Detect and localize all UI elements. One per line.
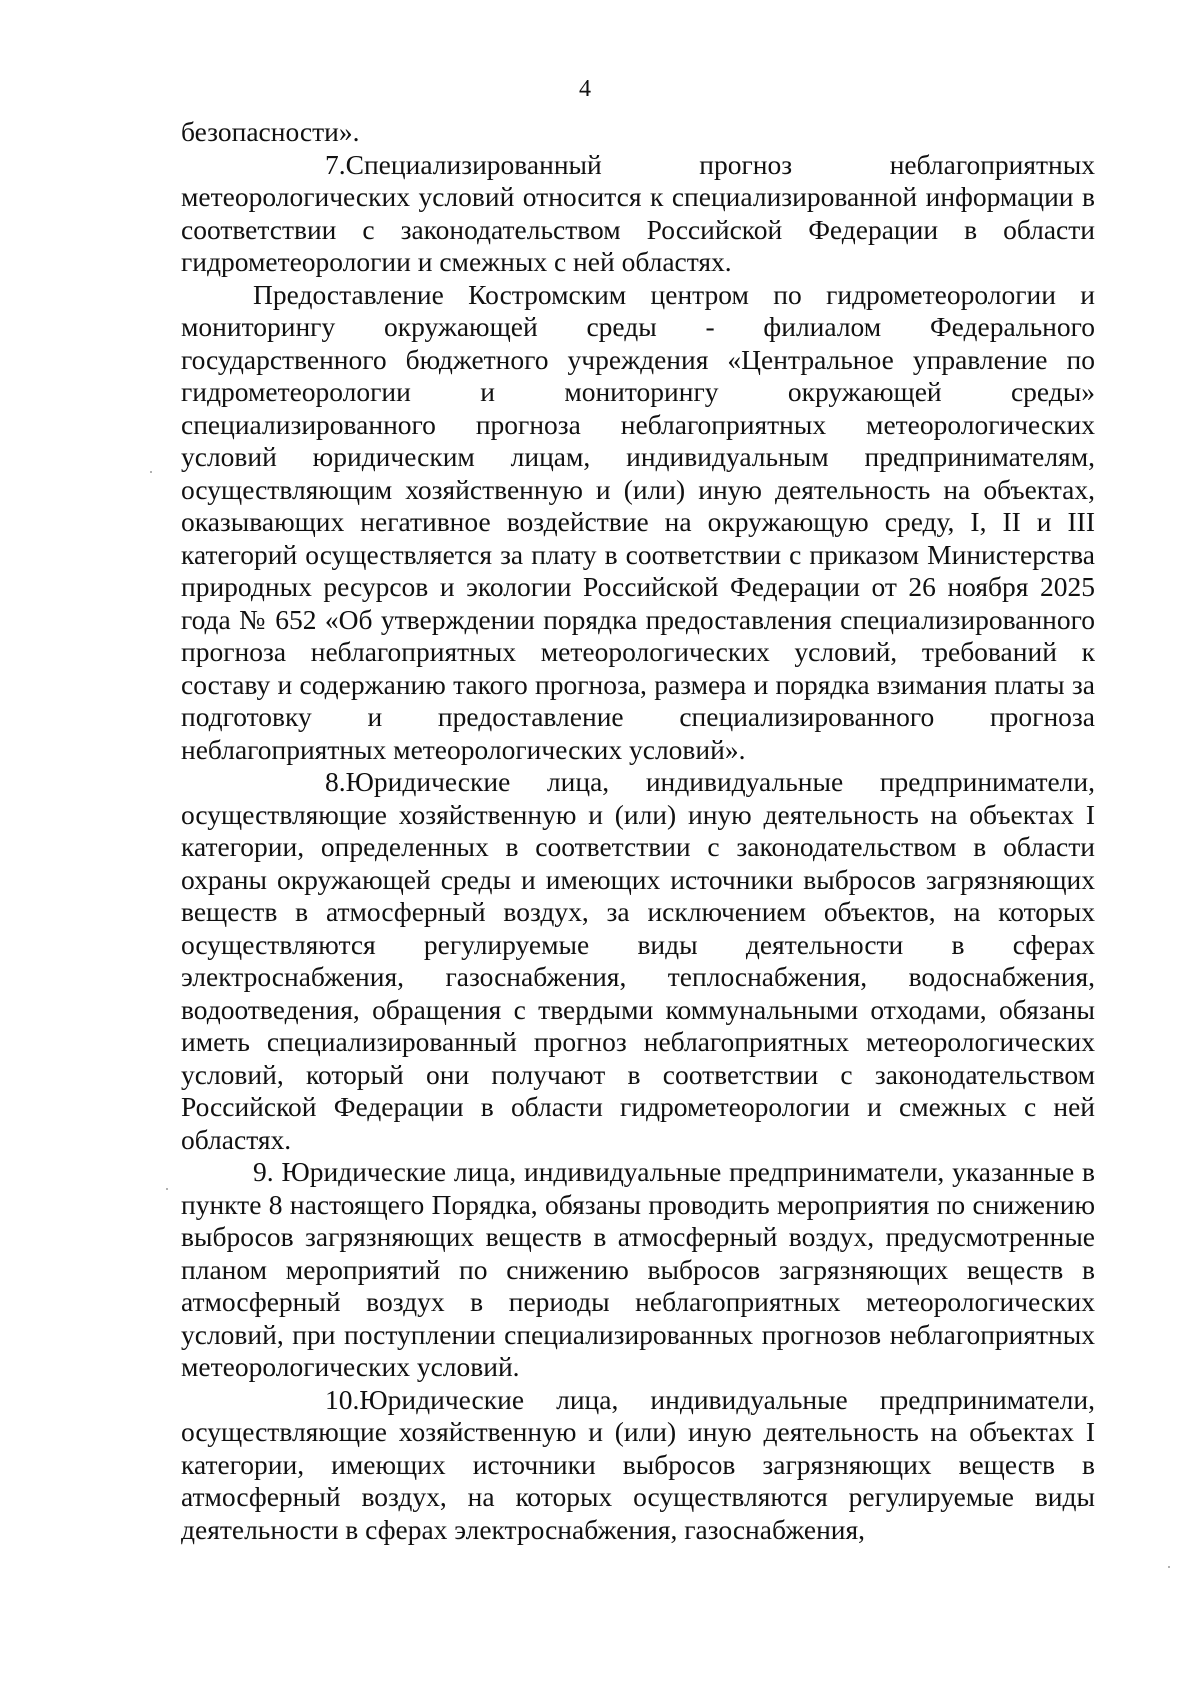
paragraph-text: Специализированный прогноз неблагоприятных метеорологических условий относится к специализированной информации в соответствии с законодательством Российской Федерации в области гидрометеорологии и смежных с ней областях. (181, 148, 1095, 277)
paragraph-text: Юридические лица, индивидуальные предприниматели, осуществляющие хозяйственную и (или) иную деятельность на объектах I категории, определенных в соответствии с законодательством в области охраны окружающей среды и имеющих источники выбросов загрязняющих веществ в атмосферный воздух, за исключением объектов, на которых осуществляются регулируемые виды деятельности в сферах электроснабжения, газоснабжения, теплоснабжения, водоснабжения, водоотведения, обращения с твердыми коммунальными отходами, обязаны иметь специализированный прогноз неблагоприятных метеорологических условий, который они получают в соответствии с законодательством Российской Федерации в области гидрометеорологии и смежных с ней областях. (181, 766, 1095, 1155)
paragraph-item-7 (181, 149, 1095, 279)
paragraph-text: Юридические лица, индивидуальные предприниматели, осуществляющие хозяйственную и (или) иную деятельность на объектах I категории, имеющих источники выбросов загрязняющих веществ в атмосферный воздух, на которых осуществляются регулируемые виды деятельности в сферах электроснабжения, газоснабжения, (181, 1383, 1095, 1545)
paragraph-continuation (181, 116, 1095, 149)
item-number: 10. (325, 1383, 360, 1415)
item-number: 8. (325, 766, 346, 797)
paragraph-item-9 (181, 1156, 1095, 1384)
page-number: 4 (579, 76, 591, 102)
document-body (181, 116, 1095, 1546)
paragraph-text: безопасности». (181, 116, 360, 147)
paragraph-item-8 (181, 766, 1095, 1156)
paragraph-provision (181, 279, 1095, 767)
item-number: 9. (253, 1156, 274, 1187)
paragraph-text: Предоставление Костромским центром по гидрометеорологии и мониторингу окружающей среды - филиалом Федерального государственного бюджетного учреждения «Центральное управление по гидрометеорологии и мониторингу окружающей среды» специализированного прогноза неблагоприятных метеорологических условий юридическим лицам, индивидуальным предпринимателям, осуществляющим хозяйственную и (или) иную деятельность на объектах, оказывающих негативное воздействие на окружающую среду, I, II и III категорий осуществляется за плату в соответствии с приказом Министерства природных ресурсов и экологии Российской Федерации от 26 ноября 2025 года № 652 «Об утверждении порядка предоставления специализированного прогноза неблагоприятных метеорологических условий, требований к составу и содержанию такого прогноза, размера и порядка взимания платы за подготовку и предоставление специализированного прогноза неблагоприятных метеорологических условий». (181, 278, 1095, 765)
item-number: 7. (325, 148, 346, 180)
paragraph-item-10 (181, 1384, 1095, 1547)
scan-speck (150, 471, 152, 473)
scan-speck (1168, 1566, 1170, 1568)
paragraph-text: Юридические лица, индивидуальные предприниматели, указанные в пункте 8 настоящего Порядка, обязаны проводить мероприятия по снижению выбросов загрязняющих веществ в атмосферный воздух, предусмотренные планом мероприятий по снижению выбросов загрязняющих веществ в атмосферный воздух в периоды неблагоприятных метеорологических условий, при поступлении специализированных прогнозов неблагоприятных метеорологических условий. (181, 1156, 1095, 1382)
scan-speck (166, 1188, 168, 1190)
